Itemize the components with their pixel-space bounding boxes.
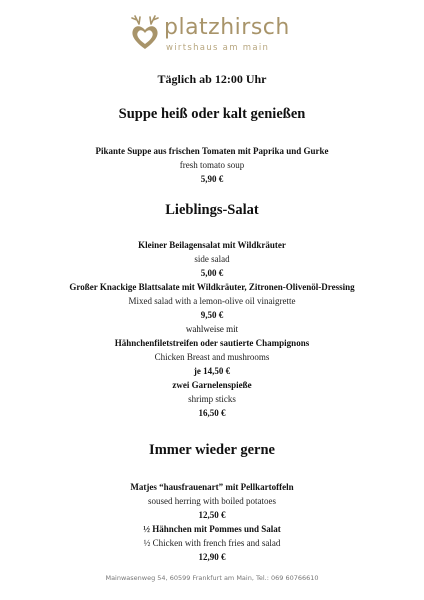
soup-dish: Pikante Suppe aus frischen Tomaten mit Paprika und Gurke: [95, 146, 329, 156]
section-title-salad: Lieblings-Salat: [165, 202, 259, 218]
large-salad-dish: Großer Knackige Blattsalate mit Wildkräuter, Zitronen-Olivenöl-Dressing: [69, 282, 355, 292]
matjes-price: 12,50 €: [198, 510, 226, 520]
topping1-dish: Hähnchenfiletstreifen oder sautierte Champignons: [114, 338, 310, 348]
topping2-dish: zwei Garnelenspieße: [172, 380, 252, 390]
large-salad-price: 9,50 €: [200, 310, 224, 320]
brand-tagline: wirtshaus am main: [166, 43, 270, 53]
logo: [128, 14, 308, 54]
deer-heart-icon: [128, 14, 162, 52]
topping2-en: shrimp sticks: [188, 394, 236, 404]
choice-note: wahlweise mit: [185, 324, 239, 334]
chicken-price: 12,90 €: [198, 552, 226, 562]
opening-note: Täglich ab 12:00 Uhr: [157, 72, 267, 86]
soup-price: 5,90 €: [200, 174, 224, 184]
footer-address: Mainwasenweg 54, 60599 Frankfurt am Main, Tel.: 069 60766610: [105, 574, 319, 582]
section-title-classics: Immer wieder gerne: [149, 442, 275, 458]
small-salad-price: 5,00 €: [200, 268, 224, 278]
chicken-dish: ½ Hähnchen mit Pommes und Salat: [143, 524, 281, 534]
brand-name: platzhirsch: [164, 15, 290, 40]
small-salad-en: side salad: [194, 254, 230, 264]
soup-en: fresh tomato soup: [179, 160, 245, 170]
section-title-soup: Suppe heiß oder kalt genießen: [118, 106, 306, 122]
small-salad-dish: Kleiner Beilagensalat mit Wildkräuter: [138, 240, 286, 250]
chicken-en: ½ Chicken with french fries and salad: [143, 538, 281, 548]
topping2-price: 16,50 €: [198, 408, 226, 418]
large-salad-en: Mixed salad with a lemon-olive oil vinaigrette: [128, 296, 296, 306]
topping1-en: Chicken Breast and mushrooms: [154, 352, 270, 362]
topping1-price: je 14,50 €: [193, 366, 231, 376]
matjes-en: soused herring with boiled potatoes: [148, 496, 276, 506]
matjes-dish: Matjes “hausfrauenart” mit Pellkartoffeln: [130, 482, 294, 492]
